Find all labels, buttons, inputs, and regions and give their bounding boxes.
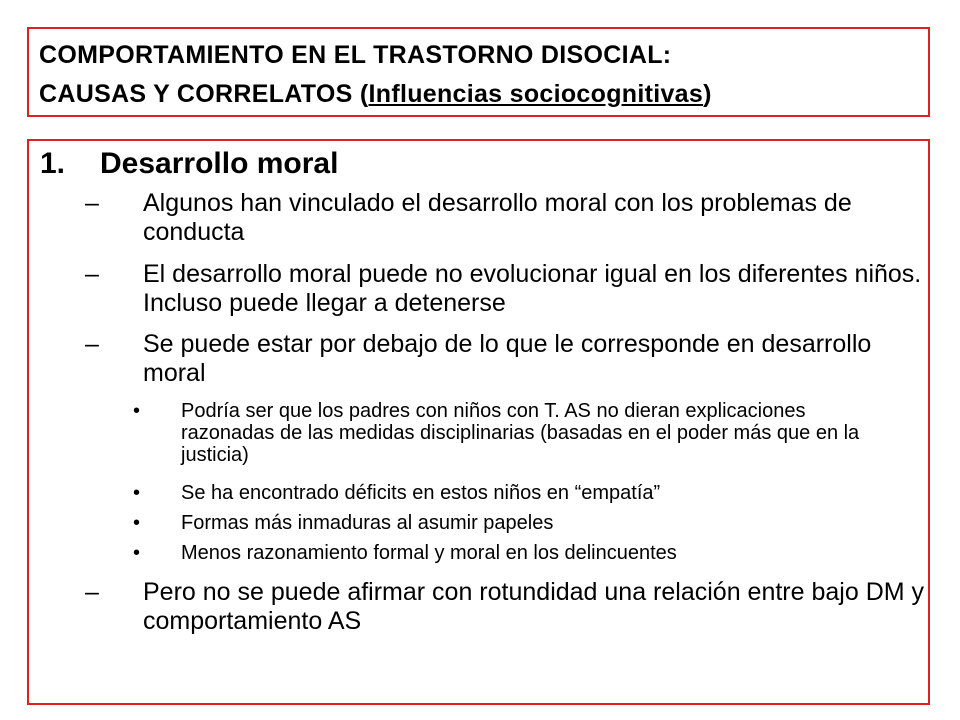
dash-item-2 [85, 260, 933, 318]
dash-item-text: El desarrollo moral puede no evolucionar igual en los diferentes niños. Incluso puede llegar a detenerse [143, 260, 922, 317]
title-subtitle: Influencias sociocognitivas [368, 80, 704, 108]
section-heading-text: Desarrollo moral [100, 147, 339, 180]
dash-item-1 [85, 189, 933, 247]
title-line-1: COMPORTAMIENTO EN EL TRASTORNO DISOCIAL: [39, 41, 672, 69]
bullet-marker: • [133, 482, 141, 504]
bullet-marker: • [133, 542, 141, 564]
bullet-item-4 [133, 542, 881, 564]
title-line-2-main: CAUSAS Y CORRELATOS ( [39, 80, 369, 108]
title-line-2-end: ) [703, 80, 712, 108]
dash-item-text: Pero no se puede afirmar con rotundidad una relación entre bajo DM y comportamiento AS [143, 578, 925, 635]
dash-item-4 [85, 578, 933, 636]
bullet-item-text: Se ha encontrado déficits en estos niños en “empatía” [181, 482, 661, 504]
dash-item-text: Se puede estar por debajo de lo que le corresponde en desarrollo moral [143, 330, 872, 387]
section-number: 1. [40, 147, 66, 180]
bullet-item-text: Menos razonamiento formal y moral en los delincuentes [181, 542, 677, 564]
content-box [27, 139, 930, 705]
title-box [27, 27, 930, 117]
bullet-item-text: Podría ser que los padres con niños con T. AS no dieran explicaciones razonadas de las medidas disciplinarias (basadas en el poder más que en la justicia) [181, 400, 860, 466]
bullet-item-text: Formas más inmaduras al asumir papeles [181, 512, 554, 534]
bullet-marker: • [133, 400, 141, 422]
dash-marker: – [85, 260, 99, 288]
bullet-item-3 [133, 512, 881, 534]
bullet-item-2 [133, 482, 881, 504]
dash-marker: – [85, 189, 99, 217]
title-line-2 [39, 80, 712, 109]
dash-item-text: Algunos han vinculado el desarrollo moral con los problemas de conducta [143, 189, 852, 246]
section-heading [40, 147, 338, 181]
dash-marker: – [85, 330, 99, 358]
dash-item-3 [85, 330, 933, 388]
dash-marker: – [85, 578, 99, 606]
bullet-marker: • [133, 512, 141, 534]
bullet-item-1 [133, 400, 881, 466]
